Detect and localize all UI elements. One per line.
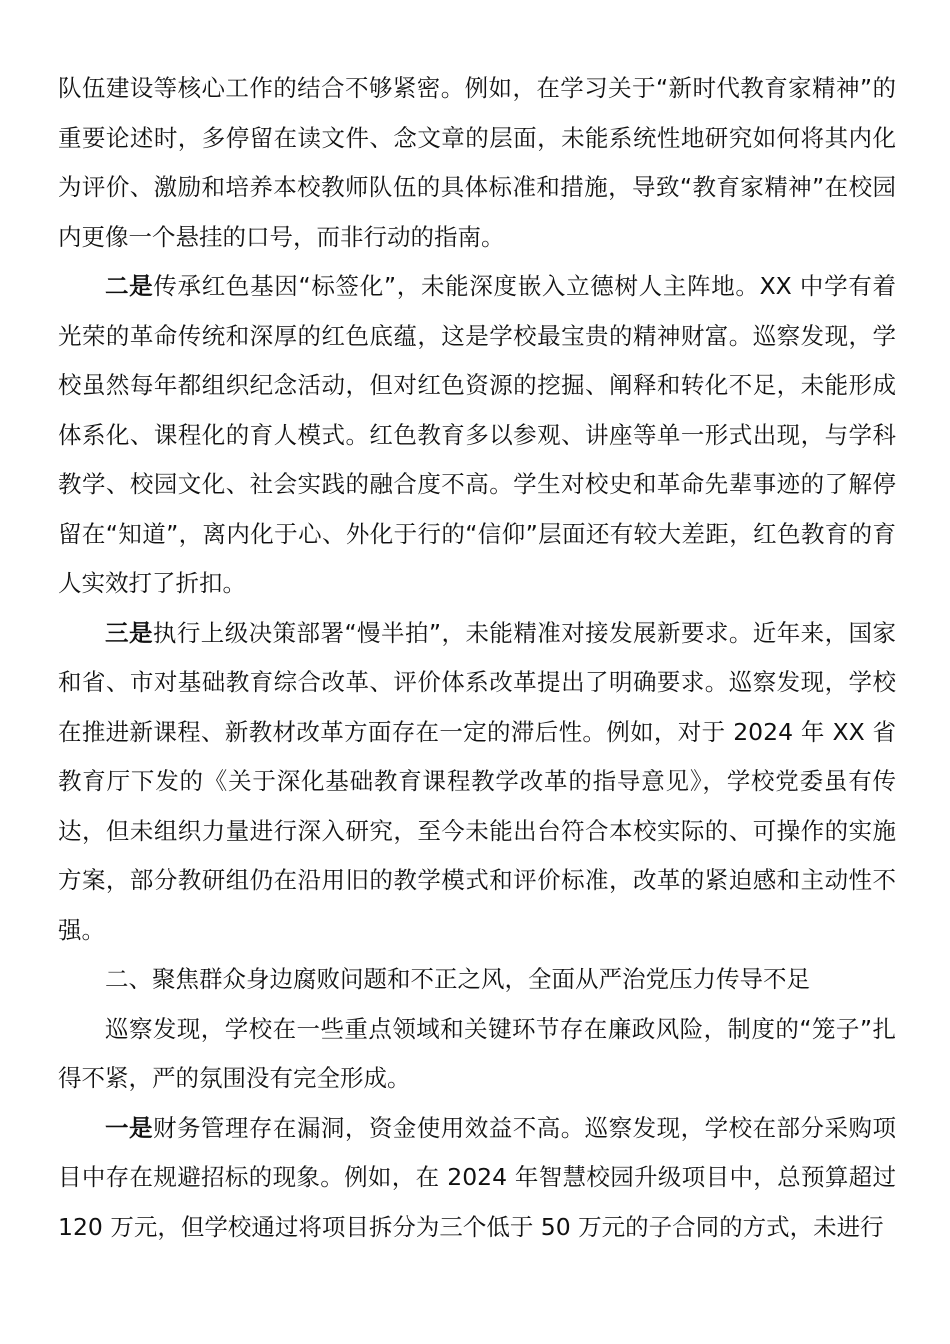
paragraph-text: 执行上级决策部署“慢半拍”，未能精准对接发展新要求。近年来，国家和省、市对基础教育综合改革、评价体系改革提出了明确要求。巡察发现，学校在推进新课程、新教材改革方面存在一定的滞后性。例如，对于 2024 年 XX 省教育厅下发的《关于深化基础教育课程教学改革的指导意见》，学校党委虽有传达，但未组织力量进行深入研究，至今未能出台符合本校实际的、可操作的实施方案，部分教研组仍在沿用旧的教学模式和评价标准，改革的紧迫感和主动性不强。 bbox=[58, 618, 896, 944]
paragraph-lead: 一是 bbox=[105, 1113, 153, 1142]
paragraph-point-three bbox=[58, 609, 896, 956]
paragraph-lead: 三是 bbox=[105, 618, 153, 647]
paragraph-text: 传承红色基因“标签化”，未能深度嵌入立德树人主阵地。XX 中学有着光荣的革命传统和深厚的红色底蕴，这是学校最宝贵的精神财富。巡察发现，学校虽然每年都组织纪念活动，但对红色资源的挖掘、阐释和转化不足，未能形成体系化、课程化的育人模式。红色教育多以参观、讲座等单一形式出现，与学科教学、校园文化、社会实践的融合度不高。学生对校史和革命先辈事迹的了解停留在“知道”，离内化于心、外化于行的“信仰”层面还有较大差距，红色教育的育人实效打了折扣。 bbox=[58, 272, 896, 597]
paragraph-lead: 二是 bbox=[105, 272, 154, 300]
section-heading bbox=[58, 955, 896, 1005]
paragraph-text: 巡察发现，学校在一些重点领域和关键环节存在廉政风险，制度的“笼子”扎得不紧，严的氛围没有完全形成。 bbox=[58, 1014, 896, 1092]
section-heading-text: 二、聚焦群众身边腐败问题和不正之风，全面从严治党压力传导不足 bbox=[105, 965, 810, 993]
paragraph-section-intro bbox=[58, 1005, 896, 1104]
paragraph-text: 财务管理存在漏洞，资金使用效益不高。巡察发现，学校在部分采购项目中存在规避招标的现象。例如，在 2024 年智慧校园升级项目中，总预算超过 120 万元，但学校通过将项目拆分为三个低于 50 万元的子合同的方式，未进行 bbox=[58, 1113, 896, 1241]
paragraph-text: 队伍建设等核心工作的结合不够紧密。例如，在学习关于“新时代教育家精神”的重要论述时，多停留在读文件、念文章的层面，未能系统性地研究如何将其内化为评价、激励和培养本校教师队伍的具体标准和措施，导致“教育家精神”在校园内更像一个悬挂的口号，而非行动的指南。 bbox=[58, 74, 896, 251]
paragraph-point-two bbox=[58, 262, 896, 609]
document-page bbox=[58, 64, 896, 1252]
paragraph-continued-intro bbox=[58, 64, 896, 262]
paragraph-point-one bbox=[58, 1104, 896, 1253]
